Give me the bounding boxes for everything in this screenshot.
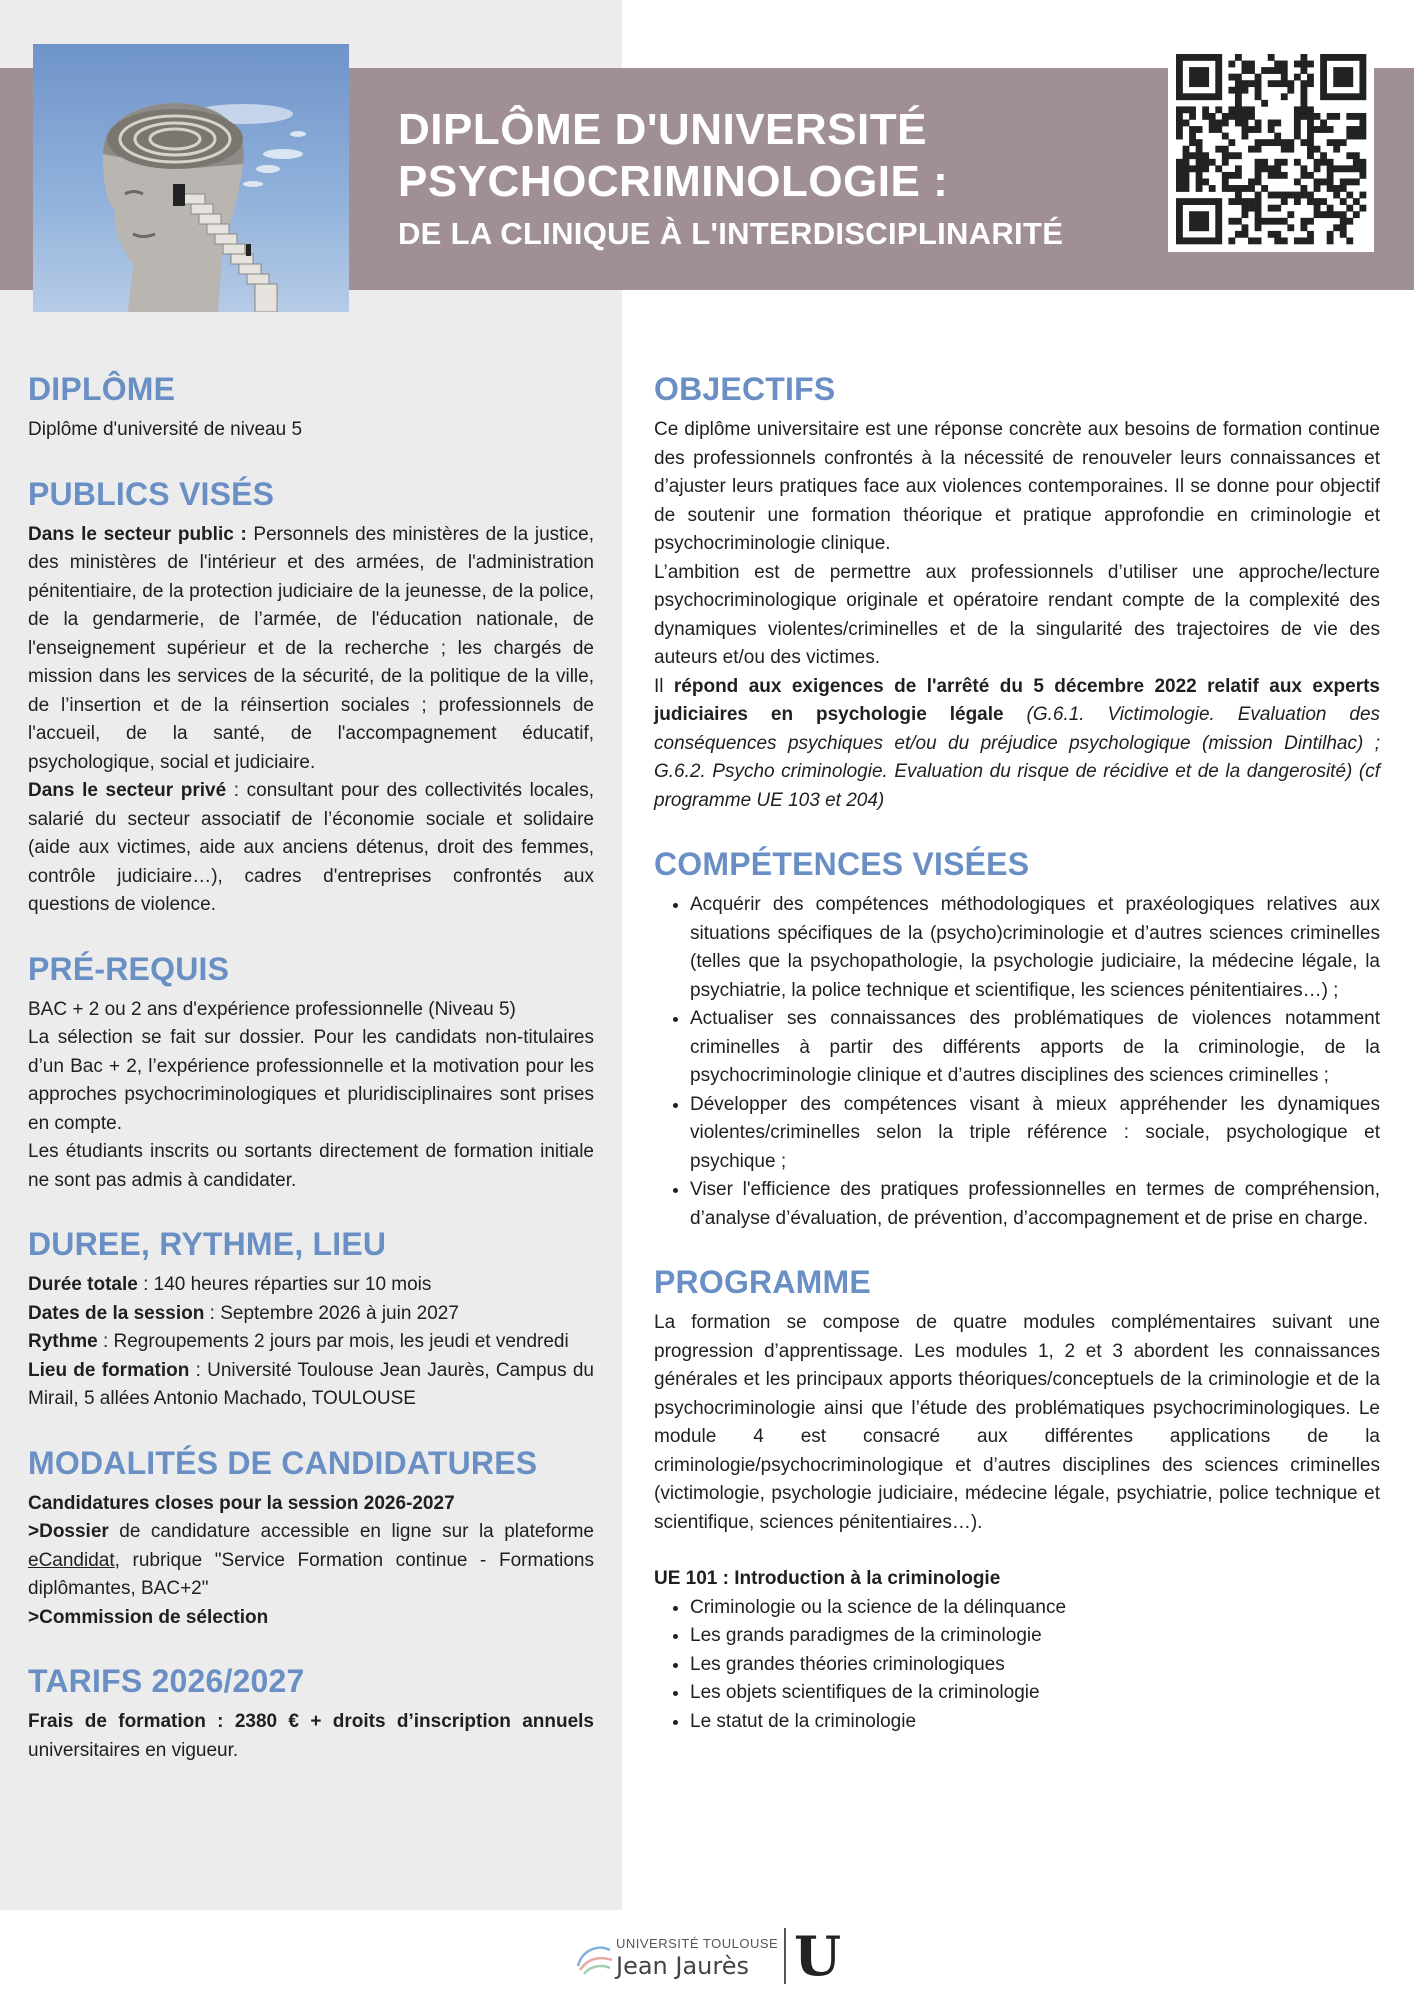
rythme-text: : Regroupements 2 jours par mois, les jeudi et vendredi <box>97 1331 569 1352</box>
lieu-label: Lieu de formation <box>28 1359 190 1381</box>
logo-line-2: Jean Jaurès <box>616 1952 749 1980</box>
heading-competences: COMPÉTENCES VISÉES <box>654 846 1030 882</box>
list-item: • Criminologie ou la science de la délinquance <box>690 1594 1380 1623</box>
title-line-2: PSYCHOCRIMINOLOGIE : <box>398 157 949 206</box>
commission-text: >Commission de sélection <box>28 1606 269 1628</box>
candidatures-closes-text: Candidatures closes pour la session 2026-2027 <box>28 1492 455 1514</box>
ue-title: UE 101 : Introduction à la criminologie <box>654 1568 1001 1589</box>
section-competences <box>654 843 1380 1233</box>
section-diplome <box>28 368 594 445</box>
list-item: • Les objets scientifiques de la criminologie <box>690 1679 1380 1708</box>
diplome-text: Diplôme d'université de niveau 5 <box>28 419 303 440</box>
publics-public-paragraph <box>28 521 594 778</box>
heading-modalites: MODALITÉS DE CANDIDATURES <box>28 1444 538 1481</box>
objectifs-p3-bold: répond aux exigences de l'arrêté du 5 décembre 2022 relatif aux experts judiciaires en psychologie légale <box>654 675 1380 725</box>
list-item: • Acquérir des compétences méthodologiques et praxéologiques relatives aux situations spécifiques de la (psycho)criminologie et d’autres sciences criminelles (telles que la psychopathologie, la psychologie judiciaire, la médecine légale, la psychiatrie, la police technique et scientifique, les sciences pénitentiaires…) ; <box>690 891 1380 1005</box>
prerequis-line-2: La sélection se fait sur dossier. Pour les candidats non-titulaires d’un Bac + 2, l’expérience professionnelle et la motivation pour les approches psychocriminologiques et pluridisciplinaires sont prises en compte. <box>28 1027 594 1134</box>
qr-code-icon[interactable] <box>1168 46 1374 252</box>
dossier-label: >Dossier <box>28 1521 109 1542</box>
public-label: Dans le secteur public : <box>28 523 247 545</box>
objectifs-p3-italic: (G.6.1. Victimologie. Evaluation des conséquences psychiques et/ou du préjudice psychologique (mission Dintilhac) ; G.6.2. Psycho criminologie. Evaluation du risque de récidive et de la dangerosité) (cf programme UE 103 et 204) <box>654 704 1381 811</box>
list-item: • Les grandes théories criminologiques <box>690 1651 1380 1680</box>
list-item: • Viser l'efficience des pratiques professionnelles en termes de compréhension, d’analyse d’évaluation, de prévention, d’accompagnement et de prise en charge. <box>690 1176 1380 1233</box>
logo-divider <box>784 1928 786 1984</box>
section-programme <box>654 1261 1380 1736</box>
list-item: • Les grands paradigmes de la criminologie <box>690 1622 1380 1651</box>
lieu-line <box>28 1357 594 1414</box>
title-line-3: DE LA CLINIQUE À L'INTERDISCIPLINARITÉ <box>398 216 1064 251</box>
competences-list <box>654 891 1380 1233</box>
candidatures-closes <box>28 1490 594 1519</box>
heading-diplome: DIPLÔME <box>28 371 176 407</box>
public-text: Personnels des ministères de la justice, des ministères de l'intérieur et des armées, de l'administration pénitentiaire, de la protection judiciaire de la jeunesse, de la police, de la gendarmerie, de l’armée, de l'éducation nationale, de l'enseignement supérieur et de la recherche ; les chargés de mission dans les services de la sécurité, de la politique de la ville, de l’insertion et de la réinsertion sociales ; professionnels de l'accueil, de la santé, de l'accompagnement éducatif, psychologique, social et judiciaire. <box>28 523 594 773</box>
objectifs-p3 <box>654 673 1380 816</box>
publics-prive-paragraph <box>28 777 594 920</box>
rythme-line <box>28 1328 594 1357</box>
prive-text: : consultant pour des collectivités locales, salarié du secteur associatif de l’économie sociale et solidaire (aide aux victimes, aide aux anciens détenus, droit des femmes, contrôle judiciaire…), cadres d'entreprises confrontés aux questions de violence. <box>28 780 594 915</box>
objectifs-p3-start: Il <box>654 675 674 697</box>
heading-prerequis: PRÉ-REQUIS <box>28 950 230 987</box>
objectifs-p2: L’ambition est de permettre aux professionnels d’utiliser une approche/lecture psychocriminologique originale et opératoire rendant compte de la complexité des dynamiques violentes/criminelles et de la singularité des trajectoires de vie des auteurs et/ou des victimes. <box>654 561 1380 668</box>
heading-tarifs: TARIFS 2026/2027 <box>28 1663 305 1699</box>
objectifs-p1: Ce diplôme universitaire est une réponse concrète aux besoins de formation continue des professionnels confrontés à la nécessité de renouveler leurs connaissances et d’ajuster leurs pratiques face aux violences contemporaines. Il se donne pour objectif de soutenir une formation théorique et pratique approfondie en criminologie et psychocriminologie clinique. <box>654 419 1380 554</box>
duree-line <box>28 1271 594 1300</box>
university-logo <box>572 1922 842 1988</box>
logo-swirl-icon <box>572 1936 616 1980</box>
title-line-1: DIPLÔME D'UNIVERSITÉ <box>398 105 927 154</box>
tarifs-rest: universitaires en vigueur. <box>28 1739 239 1761</box>
prerequis-line-3: Les étudiants inscrits ou sortants directement de formation initiale ne sont pas admis à candidater. <box>28 1141 594 1191</box>
logo-line-1: UNIVERSITÉ TOULOUSE <box>616 1936 779 1951</box>
right-column <box>654 368 1380 1764</box>
hero-image <box>33 44 349 312</box>
section-prerequis <box>28 948 594 1196</box>
duree-label: Durée totale <box>28 1274 138 1295</box>
prerequis-line-1: BAC + 2 ou 2 ans d'expérience professionnelle (Niveau 5) <box>28 998 516 1020</box>
section-publics <box>28 473 594 920</box>
dossier-text-1: de candidature accessible en ligne sur la plateforme <box>108 1521 594 1542</box>
qr-code-graphic <box>1168 46 1374 252</box>
dates-text: : Septembre 2026 à juin 2027 <box>204 1302 459 1324</box>
left-column <box>28 368 594 1793</box>
heading-duree: DUREE, RYTHME, LIEU <box>28 1226 387 1262</box>
list-item: • Développer des compétences visant à mieux appréhender les dynamiques violentes/criminelles selon la triple référence : sociale, psychologique et psychique ; <box>690 1091 1380 1177</box>
programme-intro: La formation se compose de quatre modules complémentaires suivant une progression d’apprentissage. Les modules 1, 2 et 3 abordent les connaissances générales et les principaux apports théoriques/conceptuels de la criminologie et de la psychocriminologie ainsi que l’étude des problématiques psychocriminologiques. Le module 4 est consacré aux différentes applications de la criminologie/psychocriminologique et d’autres disciplines des sciences criminelles (victimologie, psychologie judiciaire, médecine légale, psychiatrie, police technique et scientifique, sciences pénitentiaires…). <box>654 1312 1380 1533</box>
ecandidat-link[interactable]: eCandidat <box>28 1549 115 1571</box>
duree-text: : 140 heures réparties sur 10 mois <box>137 1274 432 1295</box>
heading-objectifs: OBJECTIFS <box>654 371 836 407</box>
heading-publics: PUBLICS VISÉS <box>28 475 275 512</box>
tarifs-paragraph <box>28 1708 594 1765</box>
heading-programme: PROGRAMME <box>654 1264 871 1300</box>
logo-u-mark: U <box>794 1924 842 1988</box>
section-tarifs <box>28 1660 594 1765</box>
prive-label: Dans le secteur privé <box>28 780 227 801</box>
commission-line <box>28 1604 594 1633</box>
ue-list <box>654 1594 1380 1737</box>
section-modalites <box>28 1442 594 1633</box>
lieu-text: : Université Toulouse Jean Jaurès, Campus du Mirail, 5 allées Antonio Machado, TOULOUSE <box>28 1359 594 1409</box>
dossier-text-2: , rubrique "Service Formation continue - Formations diplômantes, BAC+2" <box>28 1549 594 1599</box>
ue-title-line <box>654 1565 1380 1594</box>
dossier-paragraph <box>28 1518 594 1604</box>
dates-line <box>28 1300 594 1329</box>
list-item: • Actualiser ses connaissances des problématiques de violences notamment criminelles à partir des différents apports de la criminologie, de la psychocriminologie clinique et d’autres disciplines des sciences criminelles ; <box>690 1005 1380 1091</box>
dates-label: Dates de la session <box>28 1302 205 1324</box>
section-objectifs <box>654 368 1380 815</box>
rythme-label: Rythme <box>28 1331 98 1352</box>
tarifs-bold: Frais de formation : 2380 € + droits d’inscription annuels <box>28 1711 594 1732</box>
list-item: • Le statut de la criminologie <box>690 1708 1380 1737</box>
page-title <box>398 104 1158 254</box>
section-duree <box>28 1223 594 1414</box>
head-maze-staircase-illustration-icon <box>33 44 349 312</box>
